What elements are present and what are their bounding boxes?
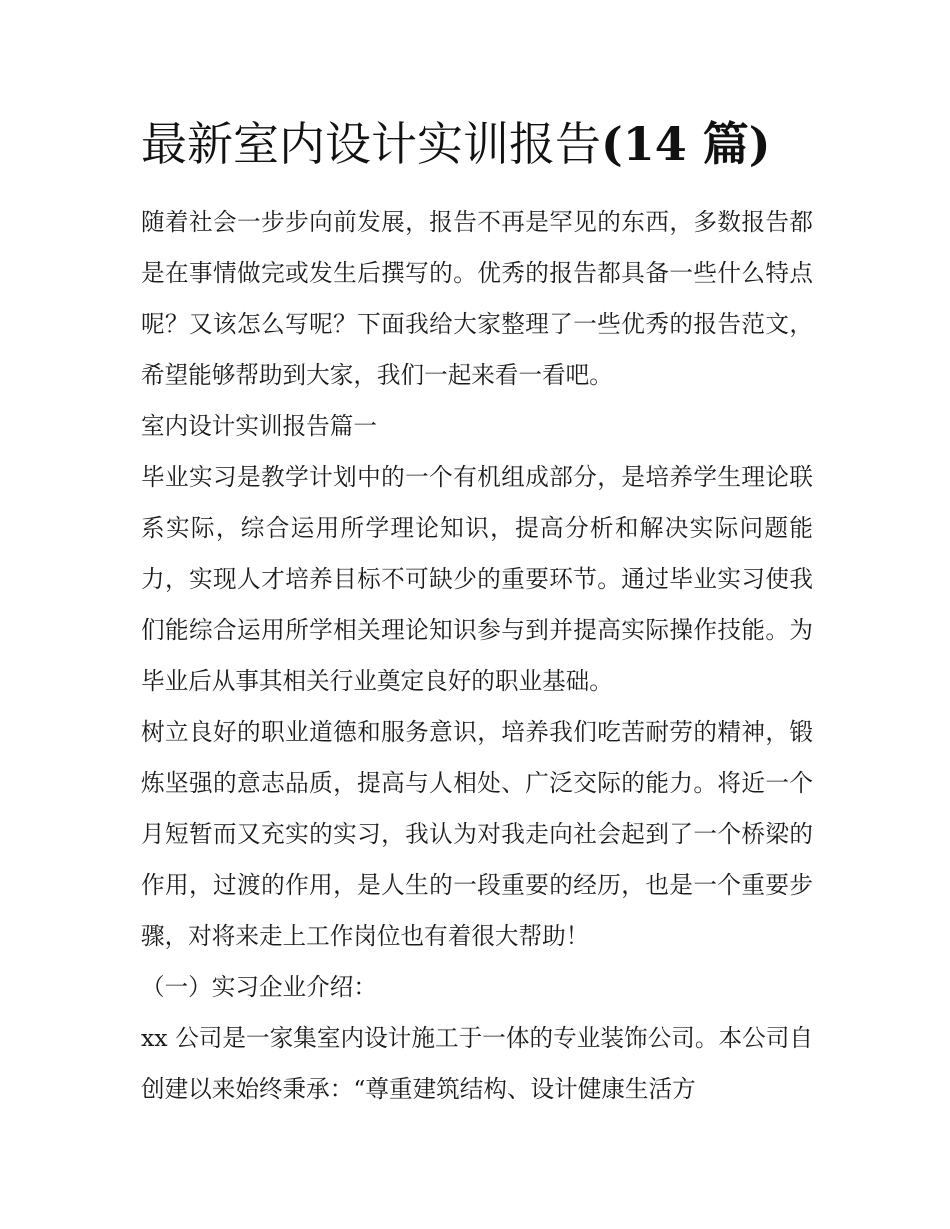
document-title bbox=[141, 112, 813, 176]
body-paragraph: xx 公司是一家集室内设计施工于一体的专业装饰公司。本公司自创建以来始终秉承：“尊重建筑结构、设计健康生活方 bbox=[141, 1024, 813, 1103]
subsection-heading: （一）实习企业介绍： bbox=[141, 973, 377, 1001]
body-paragraph: 毕业实习是教学计划中的一个有机组成部分，是培养学生理论联系实际，综合运用所学理论知识，提高分析和解决实际问题能力，实现人才培养目标不可缺少的重要环节。通过毕业实习使我们能综合运用所学相关理论知识参与到并提高实际操作技能。为毕业后从事其相关行业奠定良好的职业基础。 bbox=[141, 463, 813, 695]
section-heading: 室内设计实训报告篇一 bbox=[141, 412, 377, 440]
document-body bbox=[141, 112, 813, 1115]
intro-paragraph: 随着社会一步步向前发展，报告不再是罕见的东西，多数报告都是在事情做完或发生后撰写的。优秀的报告都具备一些什么特点呢？又该怎么写呢？下面我给大家整理了一些优秀的报告范文，希望能够帮助到大家，我们一起来看一看吧。 bbox=[141, 208, 813, 389]
title-count: (14 篇) bbox=[601, 117, 771, 171]
body-paragraph: 树立良好的职业道德和服务意识，培养我们吃苦耐劳的精神，锻炼坚强的意志品质，提高与人相处、广泛交际的能力。将近一个月短暂而又充实的实习，我认为对我走向社会起到了一个桥梁的作用，过渡的作用，是人生的一段重要的经历，也是一个重要步骤，对将来走上工作岗位也有着很大帮助！ bbox=[141, 718, 813, 950]
title-main: 最新室内设计实训报告 bbox=[141, 117, 601, 171]
